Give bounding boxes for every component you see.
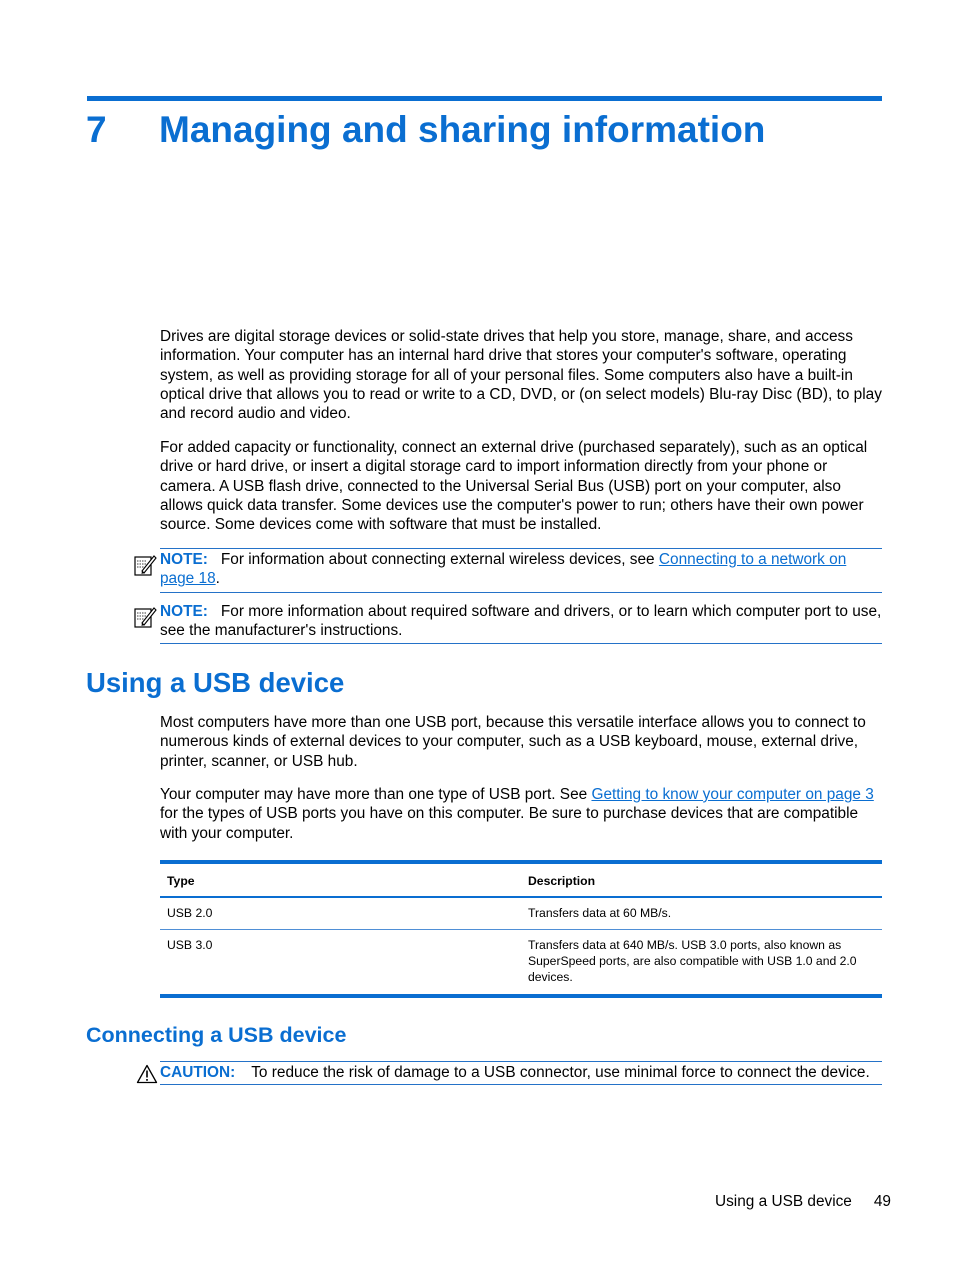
usb-port-table — [160, 860, 882, 998]
table-cell-description: Transfers data at 60 MB/s. — [521, 897, 882, 930]
note-pencil-icon — [133, 553, 157, 577]
note-label: NOTE: — [160, 603, 208, 620]
note-block-1 — [160, 548, 882, 593]
warning-triangle-icon — [136, 1064, 158, 1084]
table-row — [160, 930, 882, 997]
note-text-2: NOTE: For more information about required software and drivers, or to learn which computer port to use, see the manufacturer's instructions. — [160, 603, 882, 640]
caution-block — [160, 1061, 882, 1085]
caution-text: CAUTION: To reduce the risk of damage to a USB connector, use minimal force to connect the device. — [160, 1064, 870, 1081]
note-text-1: NOTE: For information about connecting external wireless devices, see Connecting to a network on page 18. — [160, 551, 847, 588]
usb-paragraph-2: Your computer may have more than one type of USB port. See Getting to know your computer on page 3 for the types of USB ports you have on this computer. Be sure to purchase devices that are compatible with your computer. — [160, 786, 874, 842]
link-connecting-to-network[interactable]: Connecting to a network on page 18 — [160, 551, 847, 588]
table-cell-type: USB 2.0 — [160, 897, 521, 930]
note-block-2 — [160, 602, 882, 644]
heading-using-usb-device: Using a USB device — [86, 667, 345, 698]
table-cell-description: Transfers data at 640 MB/s. USB 3.0 ports, also known as SuperSpeed ports, are also compatible with USB 1.0 and 2.0 devices. — [521, 930, 882, 997]
chapter-number: 7 — [86, 109, 107, 150]
heading-connecting-usb-device: Connecting a USB device — [86, 1023, 347, 1047]
table-row — [160, 897, 882, 930]
footer-section: Using a USB device — [715, 1193, 852, 1210]
link-getting-to-know-computer[interactable]: Getting to know your computer on page 3 — [591, 786, 874, 803]
chapter-title — [86, 104, 765, 156]
usb-paragraph-1: Most computers have more than one USB port, because this versatile interface allows you to connect to numerous kinds of external devices to your computer, such as a USB keyboard, mouse, external drive, printer, scanner, or USB hub. — [160, 714, 866, 770]
table-header-description: Description — [521, 862, 882, 897]
table-cell-type: USB 3.0 — [160, 930, 521, 997]
chapter-title-text: Managing and sharing information — [159, 109, 766, 150]
table-header-row — [160, 862, 882, 897]
caution-label: CAUTION: — [160, 1064, 236, 1081]
table-header-type: Type — [160, 862, 521, 897]
note-label: NOTE: — [160, 551, 208, 568]
intro-paragraph-1: Drives are digital storage devices or solid-state drives that help you store, manage, share, and access information. Your computer has an internal hard drive that stores your computer's software, operating system, as well as providing storage for all of your personal files. Some computers also have a built-in optical drive that allows you to read or write to a CD, DVD, or (on select models) Blu-ray Disc (BD), to play and record audio and video. — [160, 328, 882, 423]
chapter-rule — [87, 96, 882, 101]
intro-paragraph-2: For added capacity or functionality, connect an external drive (purchased separately), such as an optical drive or hard drive, or insert a digital storage card to import information directly from your phone or camera. A USB flash drive, connected to the Universal Serial Bus (USB) port on your computer, also allows quick data transfer. Some devices use the computer's power to run; others have their own power source. Some devices come with software that must be installed. — [160, 439, 868, 534]
page-number: 49 — [873, 1193, 891, 1210]
note-pencil-icon — [133, 605, 157, 629]
page-footer — [715, 1192, 891, 1211]
